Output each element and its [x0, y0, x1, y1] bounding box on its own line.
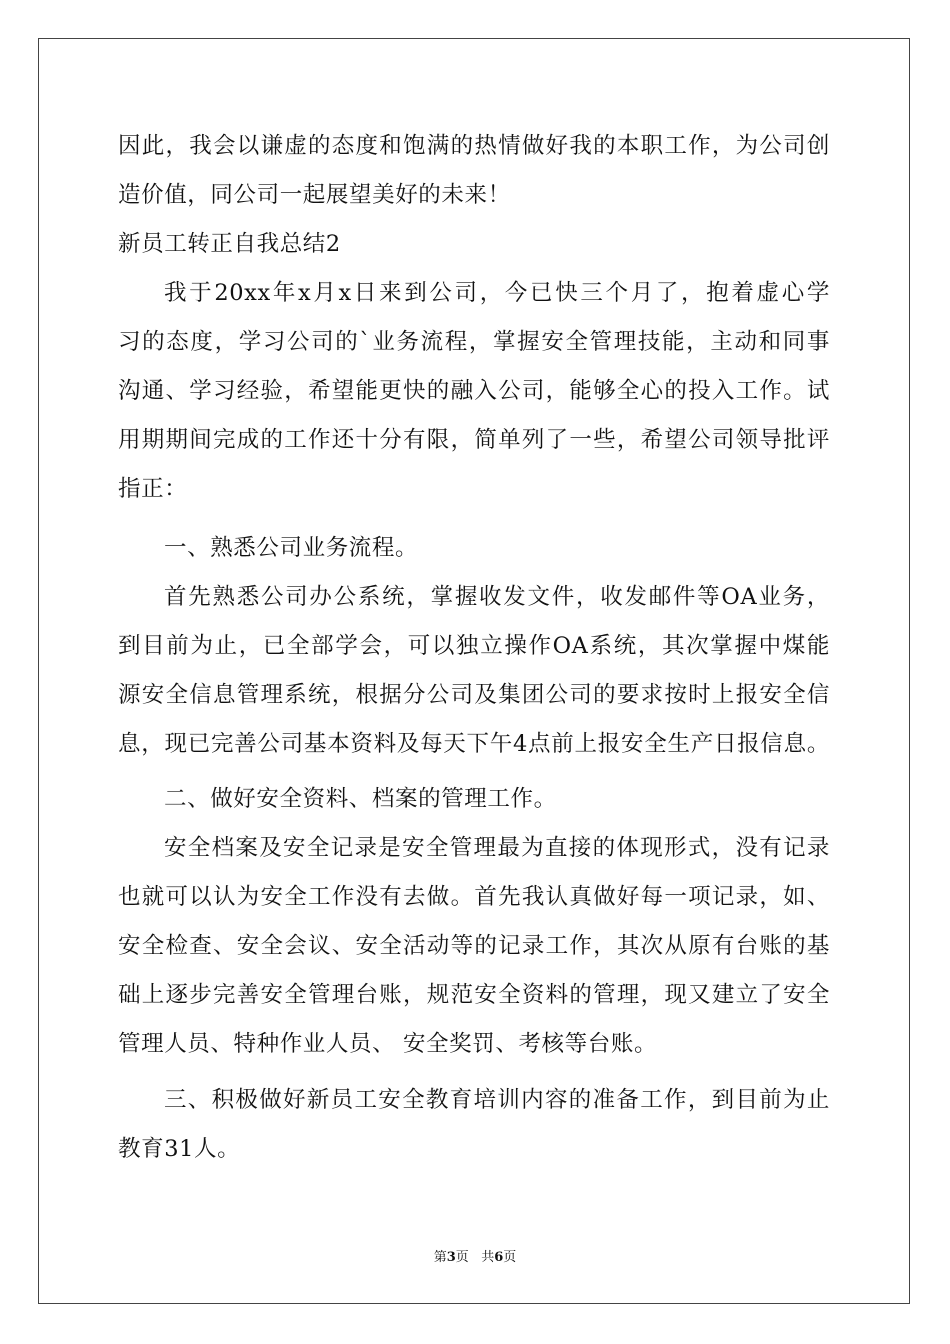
text-line: 源安全信息管理系统，根据分公司及集团公司的要求按时上报安全信: [118, 682, 830, 708]
text-line: 沟通、学习经验，希望能更快的融入公司，能够全心的投入工作。试: [118, 378, 830, 404]
footer-prefix: 第: [433, 1250, 447, 1265]
footer-total-prefix: 共: [481, 1250, 495, 1265]
page-footer: [0, 1246, 950, 1265]
text-line: 教育31人。: [118, 1136, 241, 1162]
text-line: 我于20xx年x月x日来到公司，今已快三个月了，抱着虚心学: [164, 280, 830, 306]
footer-page-unit: 页: [455, 1250, 469, 1265]
footer-total-unit: 页: [503, 1250, 517, 1265]
subsection-heading: 一、熟悉公司业务流程。: [164, 535, 419, 561]
text-line: 础上逐步完善安全管理台账，规范安全资料的管理，现又建立了安全: [118, 982, 830, 1008]
text-line: 用期期间完成的工作还十分有限，简单列了一些，希望公司领导批评: [118, 427, 830, 453]
text-line: 安全检查、安全会议、安全活动等的记录工作，其次从原有台账的基: [118, 933, 830, 959]
total-page-number: 6: [494, 1250, 504, 1265]
section-heading: 新员工转正自我总结2: [118, 231, 341, 257]
text-line: 也就可以认为安全工作没有去做。首先我认真做好每一项记录，如、: [118, 884, 830, 910]
text-line: 安全档案及安全记录是安全管理最为直接的体现形式，没有记录: [164, 835, 830, 861]
text-line: 息，现已完善公司基本资料及每天下午4点前上报安全生产日报信息。: [118, 731, 830, 757]
text-line: 因此，我会以谦虚的态度和饱满的热情做好我的本职工作，为公司创: [118, 133, 830, 159]
current-page-number: 3: [446, 1250, 456, 1265]
text-line: 管理人员、特种作业人员、 安全奖罚、考核等台账。: [118, 1031, 658, 1057]
text-line: 到目前为止，已全部学会，可以独立操作OA系统，其次掌握中煤能: [118, 633, 830, 659]
text-line: 造价值，同公司一起展望美好的未来！: [118, 182, 511, 208]
subsection-heading: 三、积极做好新员工安全教育培训内容的准备工作，到目前为止: [164, 1087, 830, 1113]
text-line: 指正：: [118, 476, 188, 502]
text-line: 首先熟悉公司办公系统，掌握收发文件，收发邮件等OA业务，: [164, 584, 830, 610]
text-line: 习的态度，学习公司的`业务流程，掌握安全管理技能，主动和同事: [118, 329, 830, 355]
subsection-heading: 二、做好安全资料、档案的管理工作。: [164, 786, 557, 812]
